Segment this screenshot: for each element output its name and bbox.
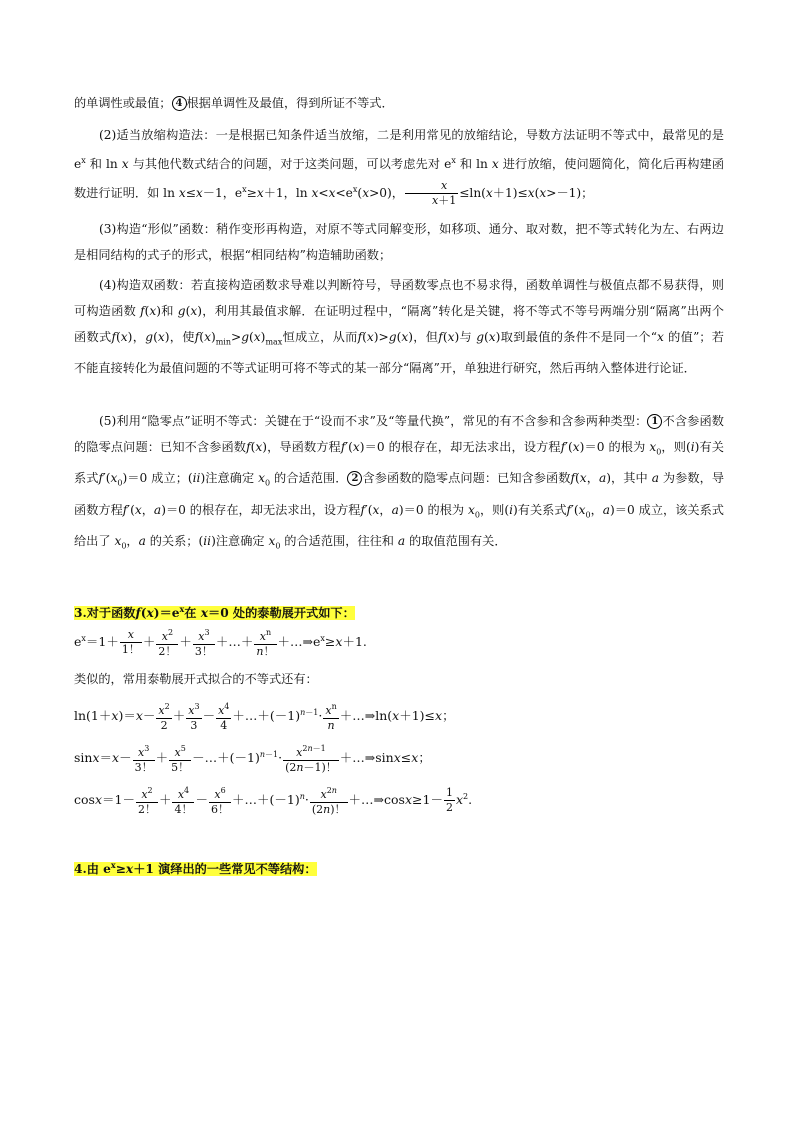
section-heading-3: [74, 596, 724, 626]
fraction-x-over-x-plus-1: $\frac{x}{x+1}$: [405, 179, 458, 208]
paragraph-step4: 的单调性或最值； 4 根据单调性及最值，得到所证不等式．: [74, 96, 394, 110]
highlight-heading-3: 3.对于函数$f(x)=e^x$在 x＝0 处的泰勒展开式如下：: [74, 604, 355, 620]
formula-ln-taylor: ln(1＋x)＝x－ $\frac{x^2}{2}$ ＋ $\frac{x^3}{3}$ － $\frac{x^4}{4}$ $+\dots+(-1)^{n-1}\cdot$ $\frac{x^n}{n}$ ＋…⇒ln(x＋1)≤x；: [74, 702, 455, 732]
circled-1-icon: 1: [647, 414, 662, 429]
paragraph-method-5: (5)利用“隐零点”证明不等式：关键在于“设而不求”及“等量代换”，常见的有不含参和含参两种类型： 1 不含参函数的隐零点问题：已知不含参函数f(x)，导函数方程f′(x)＝0 的根存在，却无法求出，设方程f′(x)＝0 的根为 $x_0$，则(i)有关系式$f'(x_0)=0$ 成立；(ii)注意确定 $x_0$ 的合适范围． 2 含参函数的隐零点问题：已知含参函数f(x，a)，其中 a 为参数，导函数方程f′(x，a)＝0 的根存在，却无法求出，设方程f′(x，a)＝0 的根为 $x_0$，则(i)有关系式$f'(x_0$，a)＝0 成立，该关系式给出了 $x_0$，a 的关系；(ii)注意确定 $x_0$ 的合适范围，往往和 a 的取值范围有关．: [74, 414, 725, 551]
paragraph-method-2: (2)适当放缩构造法：一是根据已知条件适当放缩，二是利用常见的放缩结论，导数方法证明不等式中，最常见的是 $e^x$ 和 ln x 与其他代数式结合的问题，对于这类问题，可以考虑先对 $e^x$ 和 ln x 进行放缩，使问题简化，简化后再构建函数进行证明．如 ln x≤x－1，$e^x\ge x+1$，$\ln x<x<e^x(x>0)$， $\frac{x}{x+1}$ ≤ln(x＋1)≤x(x>－1)；: [74, 128, 725, 207]
paragraph-method-3: (3)构造“形似”函数：稍作变形再构造，对原不等式同解变形，如移项、通分、取对数，把不等式转化为左、右两边是相同结构的式子的形式，根据“相同结构”构造辅助函数；: [74, 222, 724, 262]
circled-2-icon: 2: [347, 471, 362, 486]
section-heading-4: [74, 852, 724, 882]
formula-exp-taylor: $e^x=1+$ $\frac{x}{1!}$ ＋ $\frac{x^2}{2!}$ ＋ $\frac{x^3}{3!}$ ＋…＋ $\frac{x^n}{n!}$ $+\dots\Rightarrow e^x\ge x+1$.: [74, 628, 367, 658]
text-similar: 类似的，常用泰勒展开式拟合的不等式还有：: [74, 672, 318, 686]
formula-cos-taylor: cosx＝1－ $\frac{x^2}{2!}$ ＋ $\frac{x^4}{4!}$ － $\frac{x^6}{6!}$ $+\dots+(-1)^n\cdot$ $\frac{x^{2n}}{(2n)!}$ ＋…⇒cosx≥1－ $\frac{1}{2}$ $x^2$.: [74, 786, 473, 816]
circled-4-icon: 4: [172, 96, 187, 111]
paragraph-method-4: (4)构造双函数：若直接构造函数求导难以判断符号，导函数零点也不易求得，函数单调性与极值点都不易获得，则可构造函数 f(x)和 g(x)，利用其最值求解．在证明过程中，“隔离”转化是关键，将不等式不等号两端分别“隔离”出两个函数式f(x)，g(x)，使$f(x)_{min}>g(x)_{max}$恒成立，从而f(x)>g(x)，但f(x)与 g(x)取到最值的条件不是同一个“x 的值”；若不能直接转化为最值问题的不等式证明可将不等式的某一部分“隔离”开，单独进行研究，然后再纳入整体进行论证．: [74, 278, 724, 376]
highlight-heading-4: 4.由 $e^x\ge x+1$ 演绎出的一些常见不等结构：: [74, 860, 317, 876]
formula-sin-taylor: sinx＝x－ $\frac{x^3}{3!}$ ＋ $\frac{x^5}{5!}$ $-\dots+(-1)^{n-1}\cdot$ $\frac{x^{2n-1}}{(2n-1)!}$ ＋…⇒sinx≤x；: [74, 744, 431, 774]
